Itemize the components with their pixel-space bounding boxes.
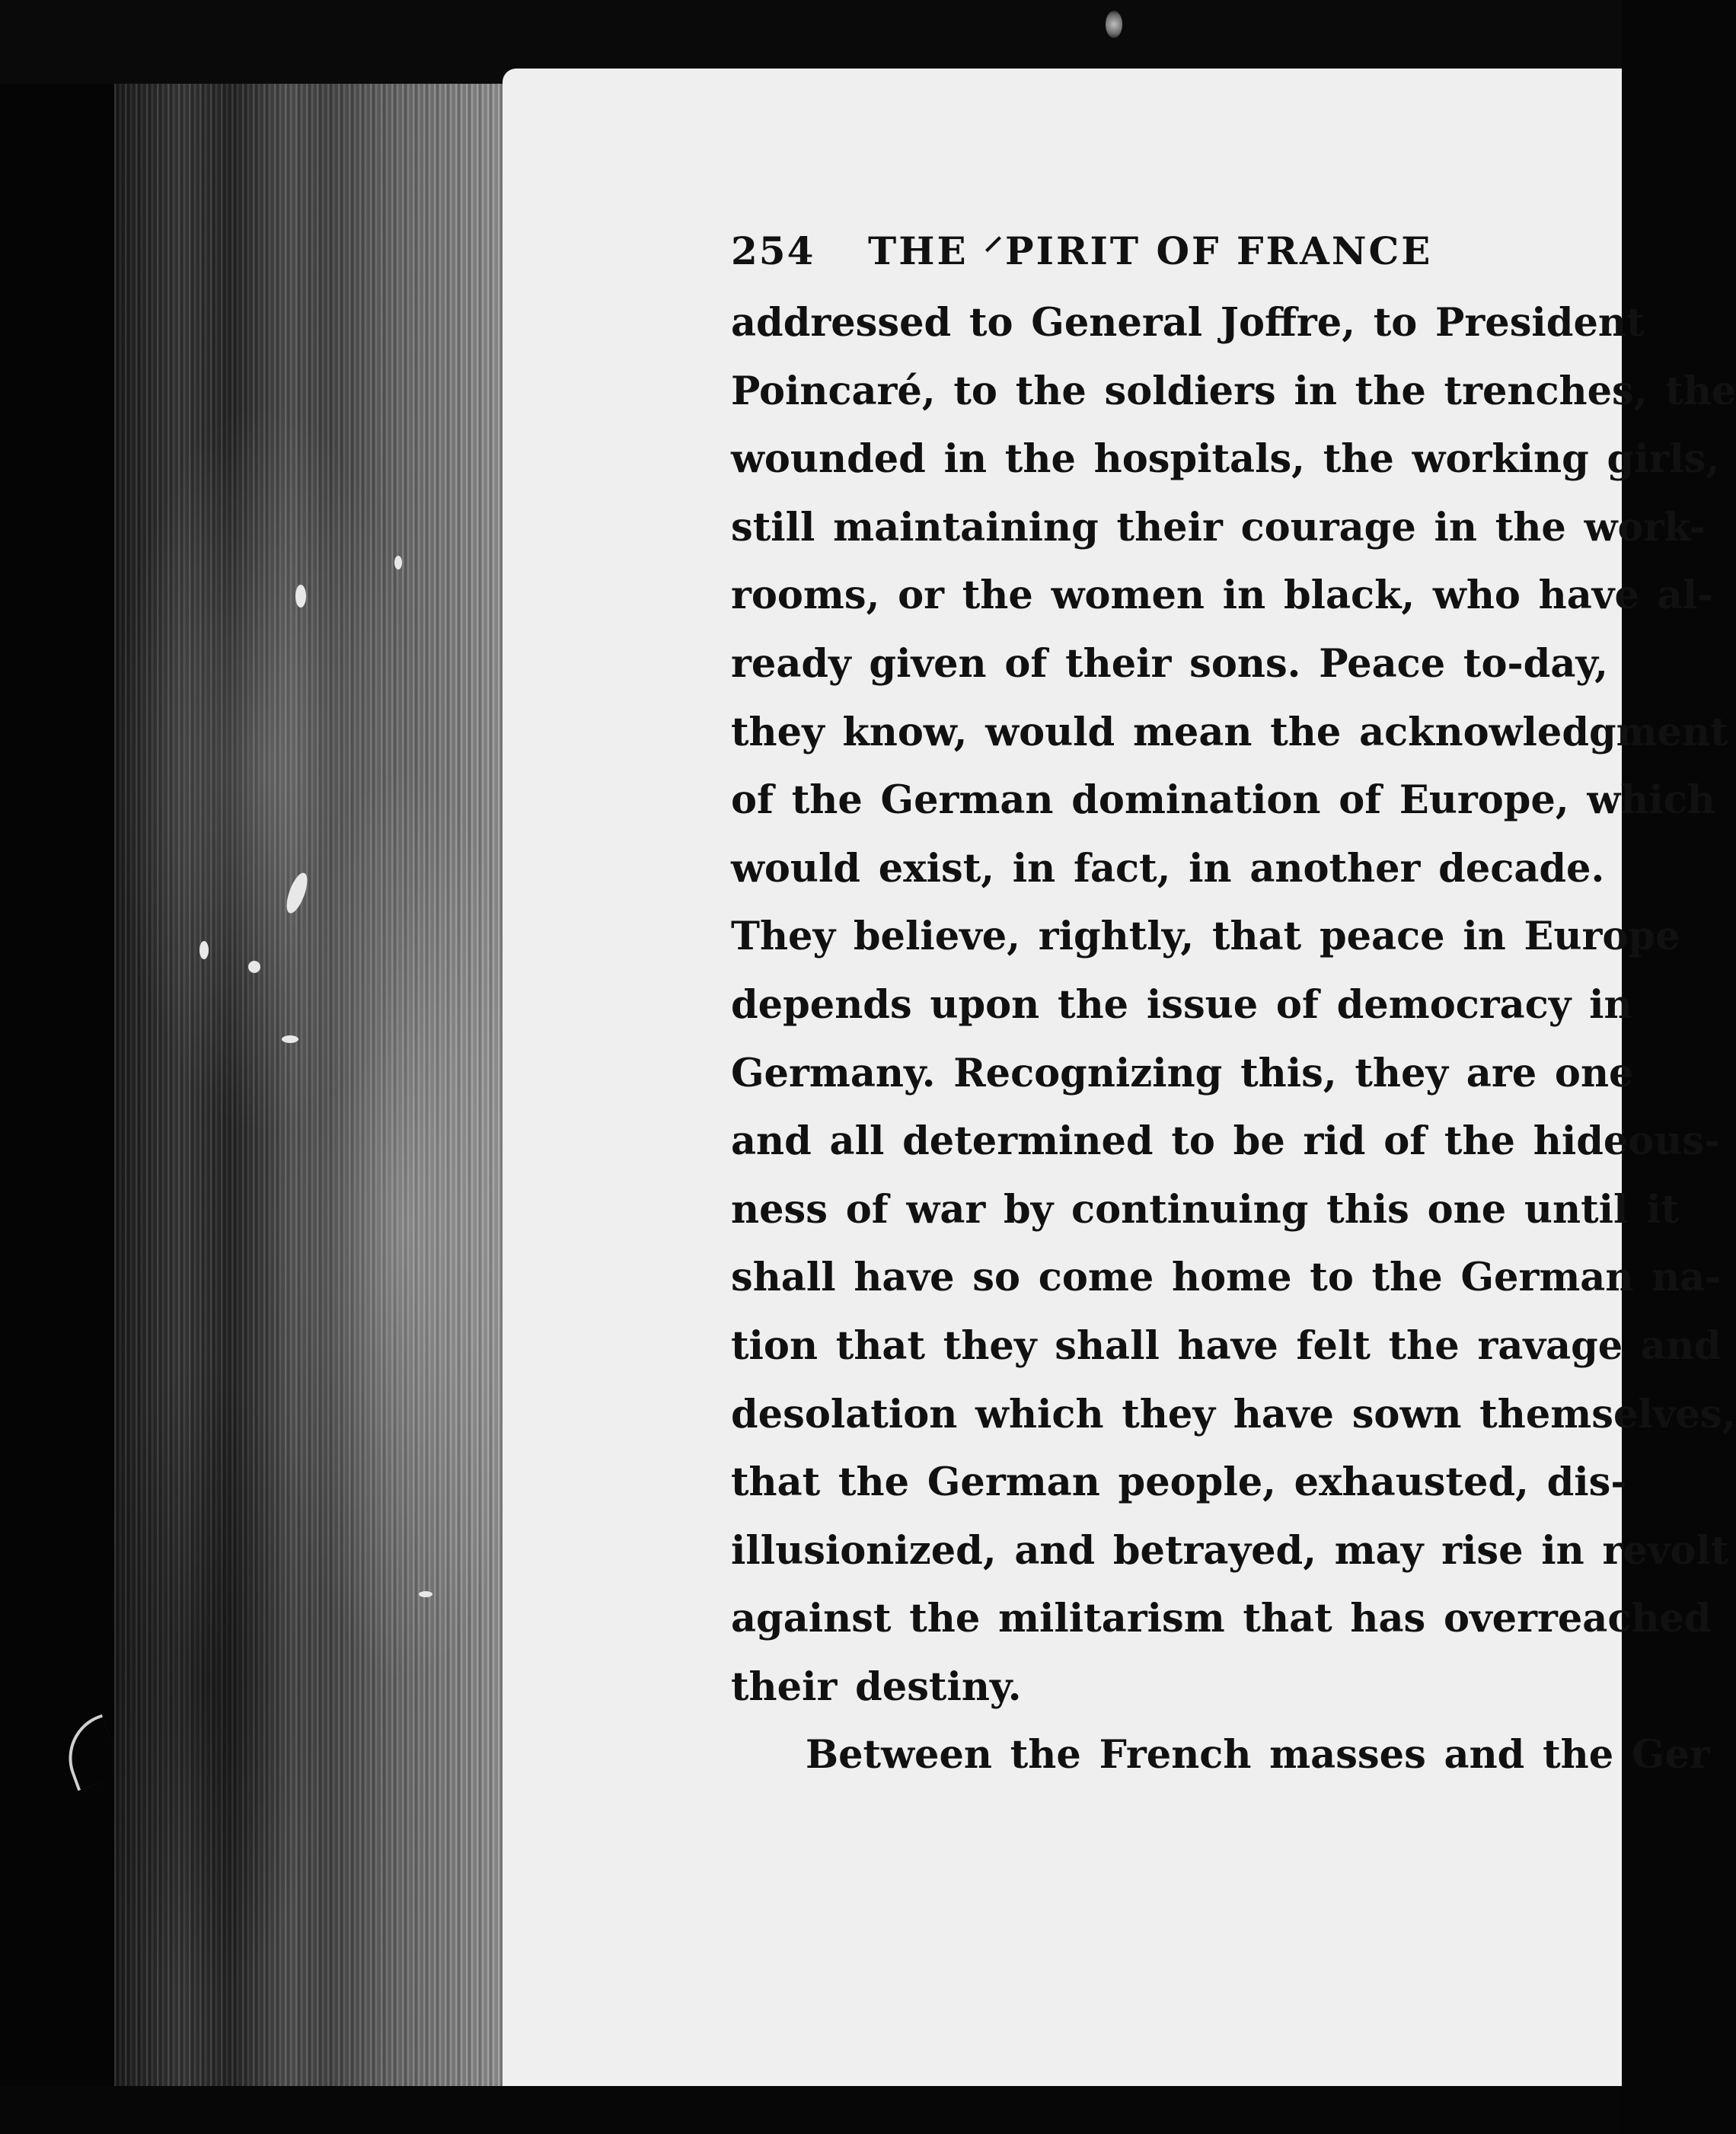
text-line: addressed to General Joffre, to President xyxy=(731,300,1645,346)
text-line: they know, would mean the acknowledgment xyxy=(731,709,1728,755)
running-title: THE ⸍PIRIT OF FRANCE xyxy=(868,228,1433,273)
spine-speck xyxy=(282,1035,298,1043)
text-line: depends upon the issue of democracy in xyxy=(731,981,1632,1028)
text-line: Germany. Recognizing this, they are one xyxy=(731,1050,1634,1096)
text-line: ness of war by continuing this one until it xyxy=(731,1186,1680,1233)
scan-dust-mark xyxy=(1106,11,1122,38)
text-line: desolation which they have sown themselves, xyxy=(731,1391,1736,1437)
spine-speck xyxy=(394,556,402,569)
book-spine-edge xyxy=(114,84,503,2094)
text-line: their destiny. xyxy=(731,1663,1022,1710)
body-text xyxy=(731,289,1736,1790)
text-line: against the militarism that has overreached xyxy=(731,1596,1712,1642)
text-line: still maintaining their courage in the work- xyxy=(731,504,1706,550)
text-line: and all determined to be rid of the hideous- xyxy=(731,1118,1721,1165)
text-line-paragraph-start: Between the French masses and the Ger xyxy=(806,1732,1710,1778)
running-head xyxy=(731,221,1622,289)
spine-speck xyxy=(199,941,209,959)
text-line: Poincaré, to the soldiers in the trenches, the xyxy=(731,368,1736,414)
page-number: 254 xyxy=(731,228,815,273)
text-line: wounded in the hospitals, the working girls, xyxy=(731,436,1720,483)
text-line: They believe, rightly, that peace in Europe xyxy=(731,914,1680,960)
spine-speck xyxy=(295,585,306,608)
text-line: ready given of their sons. Peace to-day, xyxy=(731,640,1608,687)
text-line: tion that they shall have felt the ravage and xyxy=(731,1322,1722,1369)
spine-speck xyxy=(248,961,260,973)
scan-bottom-border xyxy=(0,2086,1622,2134)
text-line: that the German people, exhausted, dis- xyxy=(731,1459,1627,1506)
text-line: rooms, or the women in black, who have al- xyxy=(731,573,1714,619)
text-line: illusionized, and betrayed, may rise in revolt xyxy=(731,1527,1729,1574)
spine-speck xyxy=(282,870,311,915)
text-line: shall have so come home to the German na- xyxy=(731,1255,1722,1301)
spine-speck xyxy=(419,1591,432,1597)
page-text-block xyxy=(731,221,1736,1790)
text-line: would exist, in fact, in another decade. xyxy=(731,845,1605,892)
text-line: of the German domination of Europe, which xyxy=(731,777,1715,824)
